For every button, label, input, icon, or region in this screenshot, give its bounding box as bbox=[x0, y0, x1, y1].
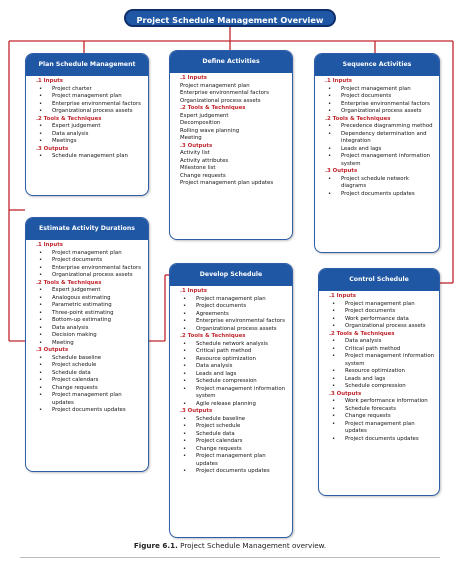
card-title: Define Activities bbox=[170, 51, 292, 73]
list-item: • Project schedule bbox=[36, 362, 148, 370]
tools-heading: .2 Tools & Techniques bbox=[329, 330, 395, 337]
caption-divider bbox=[20, 557, 440, 558]
list-item: • Project management plan bbox=[329, 301, 439, 309]
list-item: • Organizational process assets bbox=[325, 108, 439, 116]
list-item: • Bottom-up estimating bbox=[36, 317, 148, 325]
list-item: • Enterprise environmental factors bbox=[325, 101, 439, 109]
list-item: • Change requests bbox=[329, 413, 439, 421]
list-item: • Leads and lags bbox=[325, 146, 439, 154]
list-item: Meeting bbox=[180, 135, 202, 141]
figure-caption-text: Project Schedule Management overview. bbox=[177, 541, 327, 550]
list-item: • Resource optimization bbox=[180, 356, 292, 364]
list-item: • Work performance information bbox=[329, 398, 439, 406]
card-define-activities bbox=[169, 50, 293, 240]
inputs-heading: .1 Inputs bbox=[180, 75, 208, 81]
list-item: • Data analysis bbox=[180, 363, 292, 371]
figure-caption bbox=[0, 541, 460, 550]
list-item: • Project management plan bbox=[36, 250, 148, 258]
tools-heading: .2 Tools & Techniques bbox=[36, 115, 102, 122]
inputs-heading: .1 Inputs bbox=[36, 242, 64, 248]
list-item: • Project management plan updates bbox=[36, 392, 148, 407]
list-item: • Schedule data bbox=[36, 370, 148, 378]
list-item: Change requests bbox=[180, 172, 226, 179]
list-item: • Data analysis bbox=[36, 325, 148, 333]
outputs-heading: .3 Outputs bbox=[180, 142, 213, 149]
list-item: • Schedule network analysis bbox=[180, 341, 292, 349]
card-title: Sequence Activities bbox=[315, 54, 439, 76]
inputs-heading: .1 Inputs bbox=[180, 288, 208, 294]
list-item: • Schedule forecasts bbox=[329, 406, 439, 414]
list-item: Rolling wave planning bbox=[180, 127, 240, 134]
list-item: • Organizational process assets bbox=[180, 326, 292, 334]
list-item: • Project documents bbox=[325, 93, 439, 101]
list-item: Organizational process assets bbox=[180, 97, 261, 104]
list-item: • Agreements bbox=[180, 311, 292, 319]
list-item: • Critical path method bbox=[180, 348, 292, 356]
card-title: Develop Schedule bbox=[170, 264, 292, 286]
list-item: Project management plan updates bbox=[180, 180, 274, 186]
list-item: Expert judgement bbox=[180, 112, 229, 119]
list-item: • Project documents updates bbox=[325, 191, 439, 199]
list-item: • Expert judgement bbox=[36, 123, 148, 131]
list-item: • Project documents updates bbox=[329, 436, 439, 444]
list-item: • Project calendars bbox=[180, 438, 292, 446]
list-item: • Schedule compression bbox=[329, 383, 439, 391]
card-develop-schedule bbox=[169, 263, 293, 538]
list-item: • Project management plan bbox=[36, 93, 148, 101]
list-item: • Project calendars bbox=[36, 377, 148, 385]
list-item: • Project documents bbox=[180, 303, 292, 311]
list-item: • Data analysis bbox=[36, 131, 148, 139]
inputs-heading: .1 Inputs bbox=[329, 293, 357, 299]
outputs-heading: .3 Outputs bbox=[36, 145, 69, 152]
card-title: Control Schedule bbox=[319, 269, 439, 291]
list-item: • Schedule baseline bbox=[36, 355, 148, 363]
list-item: • Project schedule bbox=[180, 423, 292, 431]
outputs-heading: .3 Outputs bbox=[329, 390, 362, 397]
tools-heading: .2 Tools & Techniques bbox=[180, 333, 246, 339]
list-item: • Analogous estimating bbox=[36, 295, 148, 303]
outputs-heading: .3 Outputs bbox=[180, 408, 213, 414]
list-item: • Organizational process assets bbox=[36, 272, 148, 280]
list-item: • Project documents bbox=[329, 308, 439, 316]
tools-heading: .2 Tools & Techniques bbox=[325, 115, 391, 122]
list-item: • Organizational process assets bbox=[36, 108, 148, 116]
diagram-title: Project Schedule Management Overview bbox=[124, 9, 336, 27]
list-item: • Agile release planning bbox=[180, 401, 292, 409]
list-item: • Change requests bbox=[36, 385, 148, 393]
list-item: • Schedule management plan bbox=[36, 153, 148, 161]
list-item: • Precedence diagramming method bbox=[325, 123, 439, 131]
list-item: • Enterprise environmental factors bbox=[36, 265, 148, 273]
card-title: Estimate Activity Durations bbox=[26, 218, 148, 240]
list-item: • Enterprise environmental factors bbox=[180, 318, 292, 326]
outputs-heading: .3 Outputs bbox=[36, 347, 69, 353]
inputs-heading: .1 Inputs bbox=[36, 78, 64, 84]
list-item: • Work performance data bbox=[329, 316, 439, 324]
list-item: • Project management information system bbox=[329, 353, 439, 368]
card-title: Plan Schedule Management bbox=[26, 54, 148, 76]
list-item: • Project management information system bbox=[180, 386, 292, 401]
list-item: Milestone list bbox=[180, 165, 216, 171]
list-item: • Critical path method bbox=[329, 346, 439, 354]
list-item: • Project charter bbox=[36, 86, 148, 94]
list-item: • Project management plan updates bbox=[180, 453, 292, 468]
list-item: Decomposition bbox=[180, 120, 221, 126]
list-item: • Schedule baseline bbox=[180, 416, 292, 424]
list-item: • Meeting bbox=[36, 340, 148, 348]
card-estimate-activity-durations bbox=[25, 217, 149, 472]
list-item: • Leads and lags bbox=[180, 371, 292, 379]
inputs-heading: .1 Inputs bbox=[325, 78, 353, 84]
card-control-schedule bbox=[318, 268, 440, 496]
list-item: • Three-point estimating bbox=[36, 310, 148, 318]
list-item: Project management plan bbox=[180, 82, 250, 89]
list-item: • Dependency determination and integration bbox=[325, 131, 439, 146]
list-item: Enterprise environmental factors bbox=[180, 90, 269, 96]
list-item: • Data analysis bbox=[329, 338, 439, 346]
tools-heading: .2 Tools & Techniques bbox=[180, 105, 246, 111]
list-item: • Meetings bbox=[36, 138, 148, 146]
list-item: • Parametric estimating bbox=[36, 302, 148, 310]
list-item: • Project documents updates bbox=[36, 407, 148, 415]
outputs-heading: .3 Outputs bbox=[325, 168, 358, 174]
list-item: • Change requests bbox=[180, 446, 292, 454]
list-item: • Schedule compression bbox=[180, 378, 292, 386]
list-item: • Project documents bbox=[36, 257, 148, 265]
list-item: • Project schedule network diagrams bbox=[325, 176, 439, 191]
figure-label: Figure 6.1. bbox=[133, 541, 178, 550]
list-item: • Decision making bbox=[36, 332, 148, 340]
list-item: Activity list bbox=[180, 150, 210, 156]
card-sequence-activities bbox=[314, 53, 440, 253]
list-item: Activity attributes bbox=[180, 157, 229, 164]
list-item: • Organizational process assets bbox=[329, 323, 439, 331]
list-item: • Enterprise environmental factors bbox=[36, 101, 148, 109]
list-item: • Resource optimization bbox=[329, 368, 439, 376]
list-item: • Project management plan bbox=[180, 296, 292, 304]
tools-heading: .2 Tools & Techniques bbox=[36, 279, 102, 286]
list-item: • Schedule data bbox=[180, 431, 292, 439]
list-item: • Leads and lags bbox=[329, 376, 439, 384]
list-item: • Project management plan updates bbox=[329, 421, 439, 436]
list-item: • Project management plan bbox=[325, 86, 439, 94]
card-plan-schedule-management bbox=[25, 53, 149, 196]
list-item: • Project documents updates bbox=[180, 468, 292, 476]
list-item: • Expert judgement bbox=[36, 287, 148, 295]
list-item: • Project management information system bbox=[325, 153, 439, 168]
